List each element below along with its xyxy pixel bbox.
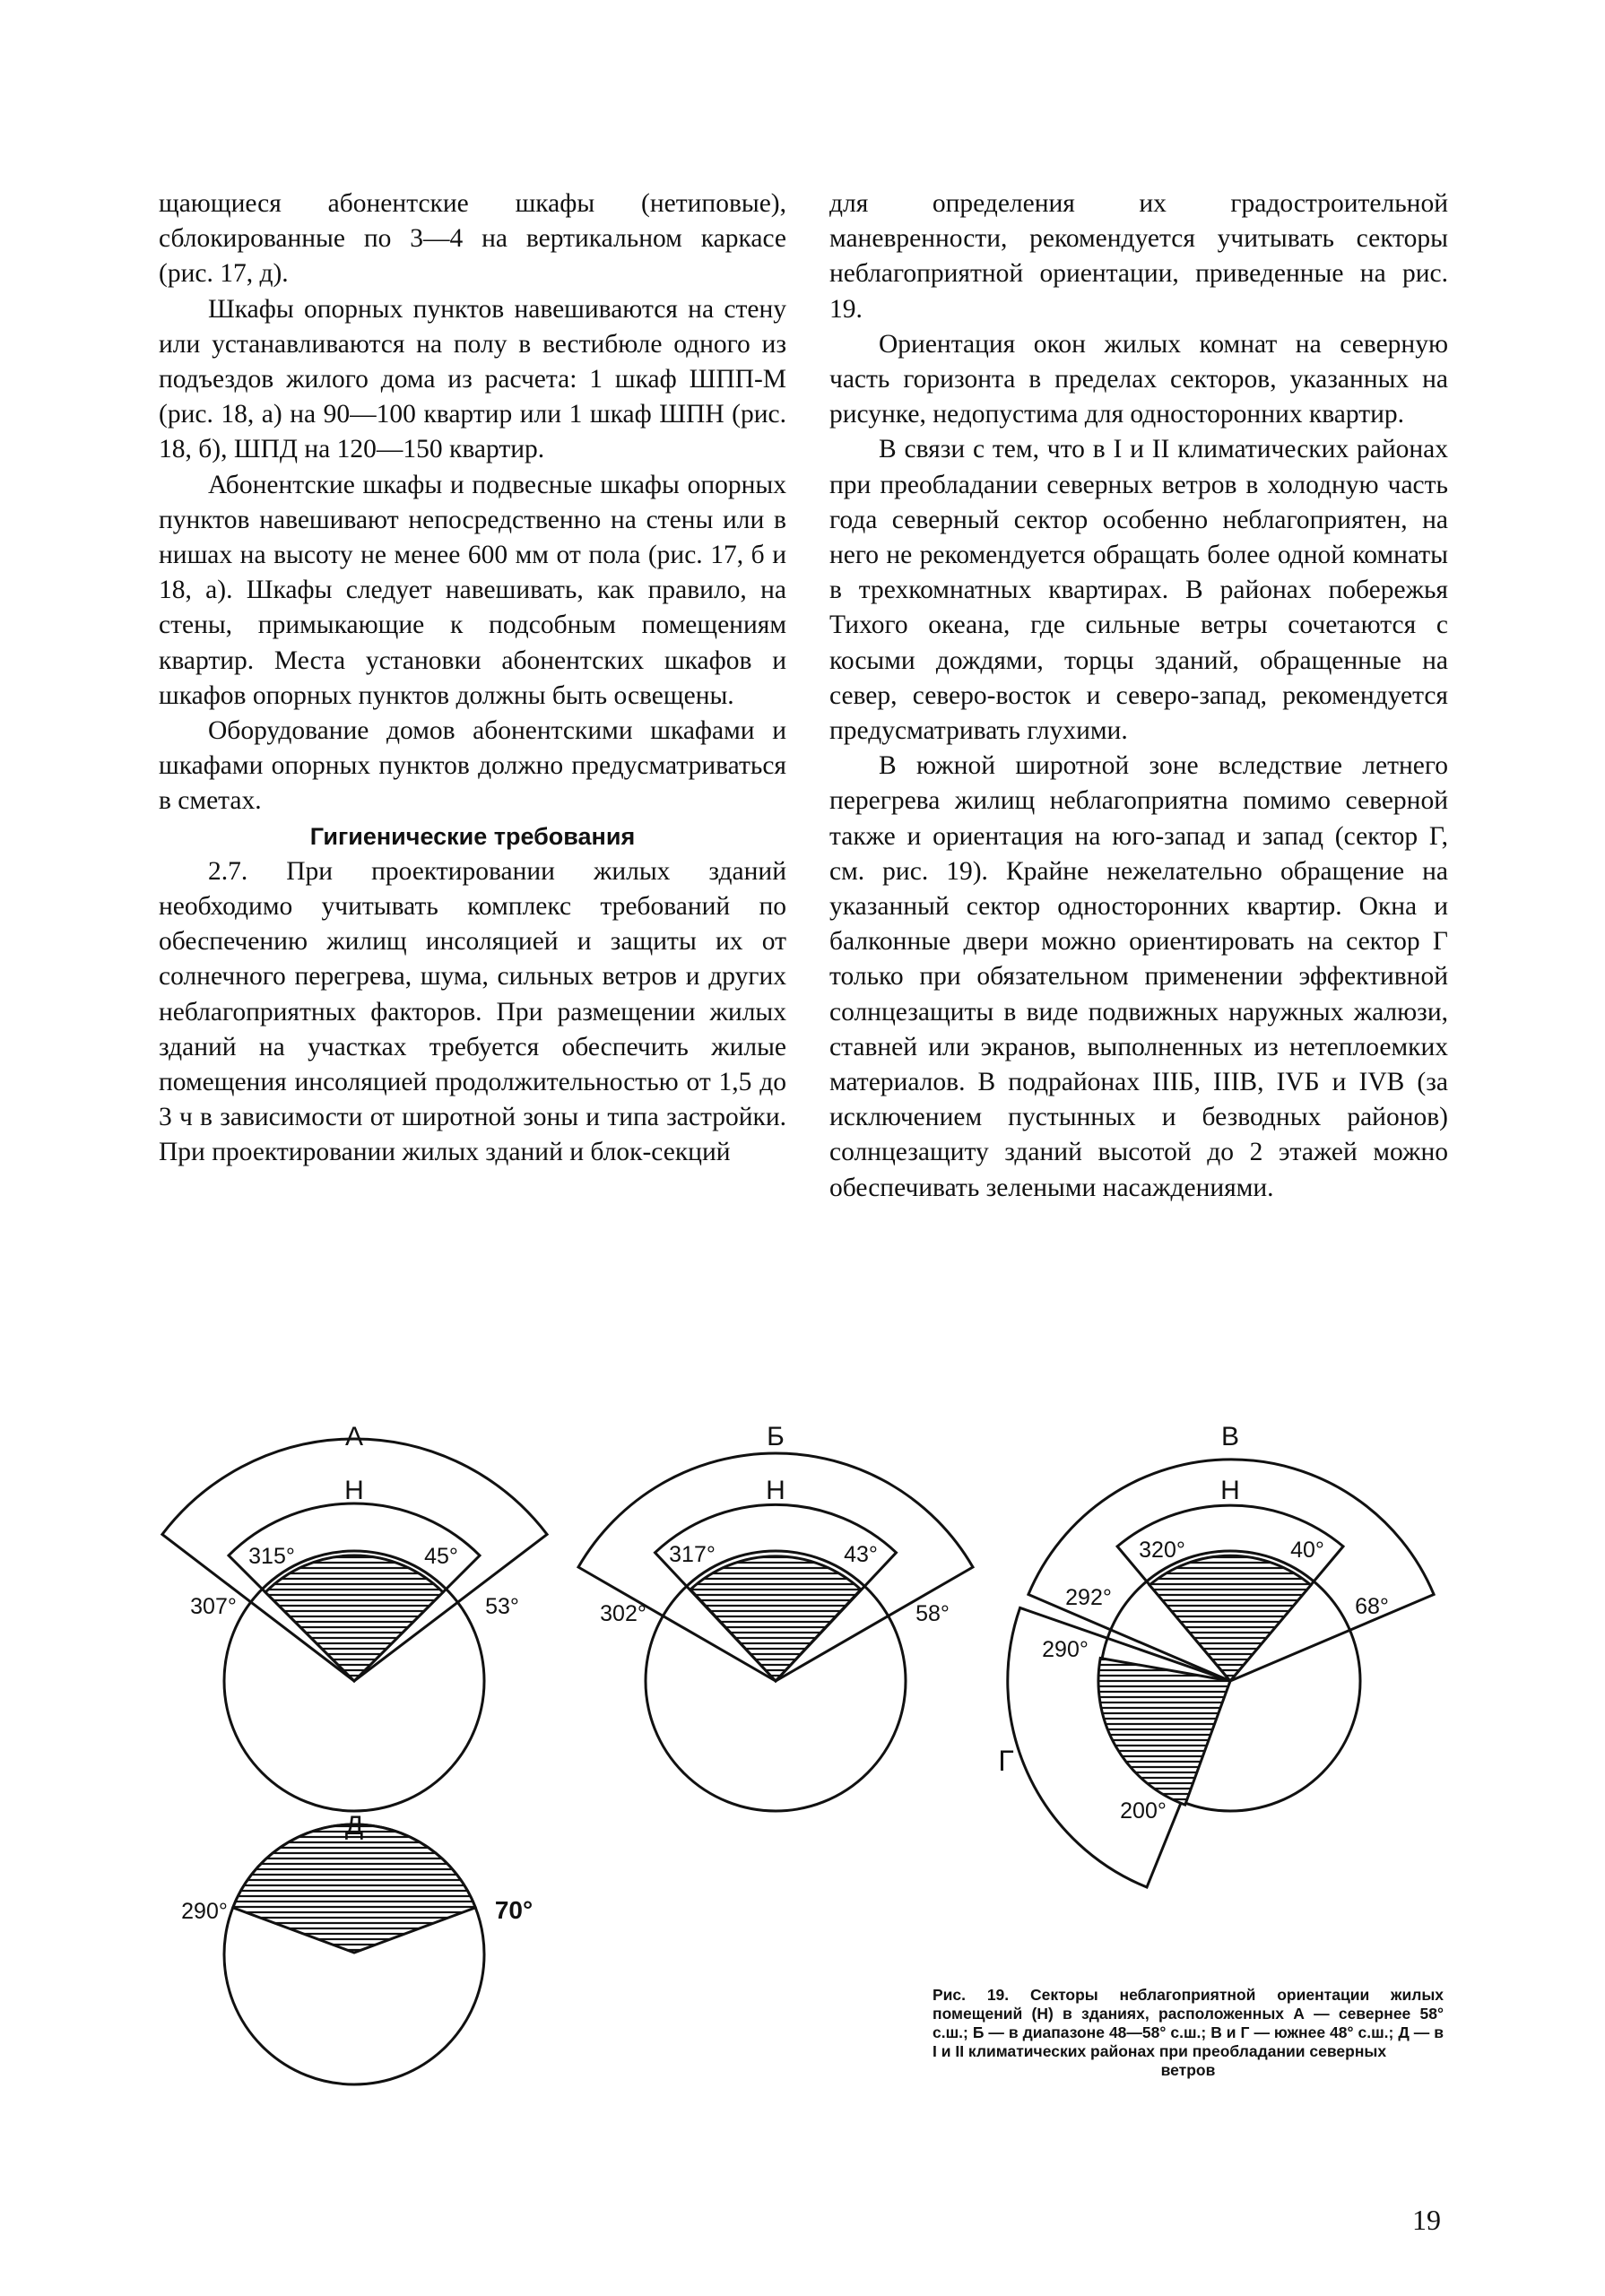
angle-label: 58° <box>915 1601 950 1626</box>
angle-label: 320° <box>1139 1538 1185 1563</box>
hatched-sector <box>265 1555 443 1681</box>
angle-label: 307° <box>190 1594 237 1619</box>
figure-caption <box>933 1986 1444 2080</box>
paragraph: Оборудование домов абонентскими шкафами и шкафами опорных пунктов должно предусматриваться в сметах. <box>159 716 786 816</box>
paragraph: В южной широтной зоне вследствие летнего перегрева жилищ неблагоприятна помимо северной также и ориентация на юго-запад и запад (сектор Г, см. рис. 19). Крайне нежелательно обращение на указанный сектор односторонних квартир. Окна и балконные двери можно ориентировать на сектор Г только при обязательном применении эффективной солнцезащиты в виде подвижных наружных жалюзи, ставней или экранов, выполненных из нетеплоемких материалов. В подрайонах IIIБ, IIIВ, IVБ и IVВ (за исключением пустынных и безводных районов) солнцезащиту зданий высотой до 2 этажей можно обеспечивать зелеными насаждениями. <box>829 751 1448 1202</box>
diagram-b-label: Б <box>767 1422 785 1451</box>
hatched-sector <box>690 1556 861 1681</box>
diagram-b <box>578 1453 973 1811</box>
angle-label: 70° <box>494 1896 534 1924</box>
paragraph: для определения их градостроительной маневренности, рекомендуется учитывать секторы неблагоприятной ориентации, приведенные на рис. 19. <box>829 189 1448 324</box>
sector-g-hatched <box>1098 1659 1230 1806</box>
angle-label: 292° <box>1065 1585 1112 1610</box>
north-label: Н <box>344 1476 364 1505</box>
diagram-d-label: Д <box>344 1811 364 1841</box>
paragraph: 2.7. При проектировании жилых зданий необходимо учитывать комплекс требований по обеспечению жилищ инсоляцией и защиты их от солнечного перегрева, шума, сильных ветров и других неблагоприятных факторов. При размещении жилых зданий на участках требуется обеспечить жилые помещения инсоляцией продолжительностью от 1,5 до 3 ч в зависимости от широтной зоны и типа застройки. При проектировании жилых зданий и блок-секций <box>159 856 786 1167</box>
left-text-column <box>159 186 786 1171</box>
angle-label: 290° <box>181 1899 228 1924</box>
paragraph: Абонентские шкафы и подвесные шкафы опорных пунктов навешивают непосредственно на стены или в нишах на высоту не менее 600 мм от пола (рис. 17, б и 18, а). Шкафы следует навешивать, как правило, на стены, примыкающие к подсобным помещениям квартир. Места установки абонентских шкафов и шкафов опорных пунктов должны быть освещены. <box>159 470 786 710</box>
diagram-d <box>224 1824 484 2084</box>
paragraph: Ориентация окон жилых комнат на северную часть горизонта в пределах секторов, указанных на рисунке, недопустима для односторонних квартир. <box>829 329 1448 429</box>
angle-label: 317° <box>669 1542 716 1567</box>
caption-last-line: ветров <box>1160 2061 1216 2079</box>
paragraph: Шкафы опорных пунктов навешиваются на стену или устанавливаются на полу в вестибюле одного из подъездов жилого дома из расчета: 1 шкаф ШПП-М (рис. 18, а) на 90—100 квартир или 1 шкаф ШПН (рис. 18, б), ШПД на 120—150 квартир. <box>159 294 786 464</box>
diagram-v <box>1008 1460 1434 1887</box>
angle-label: 45° <box>424 1544 458 1569</box>
angle-label: 53° <box>485 1594 519 1619</box>
north-label: Н <box>1220 1476 1240 1505</box>
angle-label: 290° <box>1042 1637 1089 1662</box>
angle-label: 43° <box>844 1542 878 1567</box>
angle-label: 200° <box>1120 1798 1167 1824</box>
angle-label: 40° <box>1290 1538 1324 1563</box>
caption-text: Рис. 19. Секторы неблагоприятной ориентации жилых помещений (Н) в зданиях, расположенных А — севернее 58° с.ш.; Б — в диапазоне 48—58° с.ш.; В и Г — южнее 48° с.ш.; Д — в I и II климатических районах при преобладании северных <box>933 1986 1444 2060</box>
page-number: 19 <box>1412 2204 1441 2236</box>
angle-label: 315° <box>248 1544 295 1569</box>
right-text-column <box>829 186 1448 1206</box>
paragraph: В связи с тем, что в I и II климатических районах при преобладании северных ветров в холодную часть года северный сектор особенно неблагоприятен, на него не рекомендуется обращать более одной комнаты в трехкомнатных квартирах. В районах побережья Тихого океана, где сильные ветры сочетаются с косыми дождями, торцы зданий, обращенные на север, северо-восток и северо-запад, рекомендуется предусматривать глухими. <box>829 435 1448 746</box>
angle-label: 68° <box>1355 1594 1389 1619</box>
paragraph: щающиеся абонентские шкафы (нетиповые), сблокированные по 3—4 на вертикальном каркасе (рис. 17, д). <box>159 189 786 289</box>
sector-g-label: Г <box>998 1745 1014 1777</box>
diagram-a-label: А <box>344 1422 364 1451</box>
angle-label: 302° <box>600 1601 646 1626</box>
north-label: Н <box>766 1476 785 1505</box>
diagram-v-label: В <box>1220 1422 1240 1451</box>
hatched-sector <box>233 1824 476 1953</box>
section-heading: Гигиенические требования <box>309 822 636 850</box>
